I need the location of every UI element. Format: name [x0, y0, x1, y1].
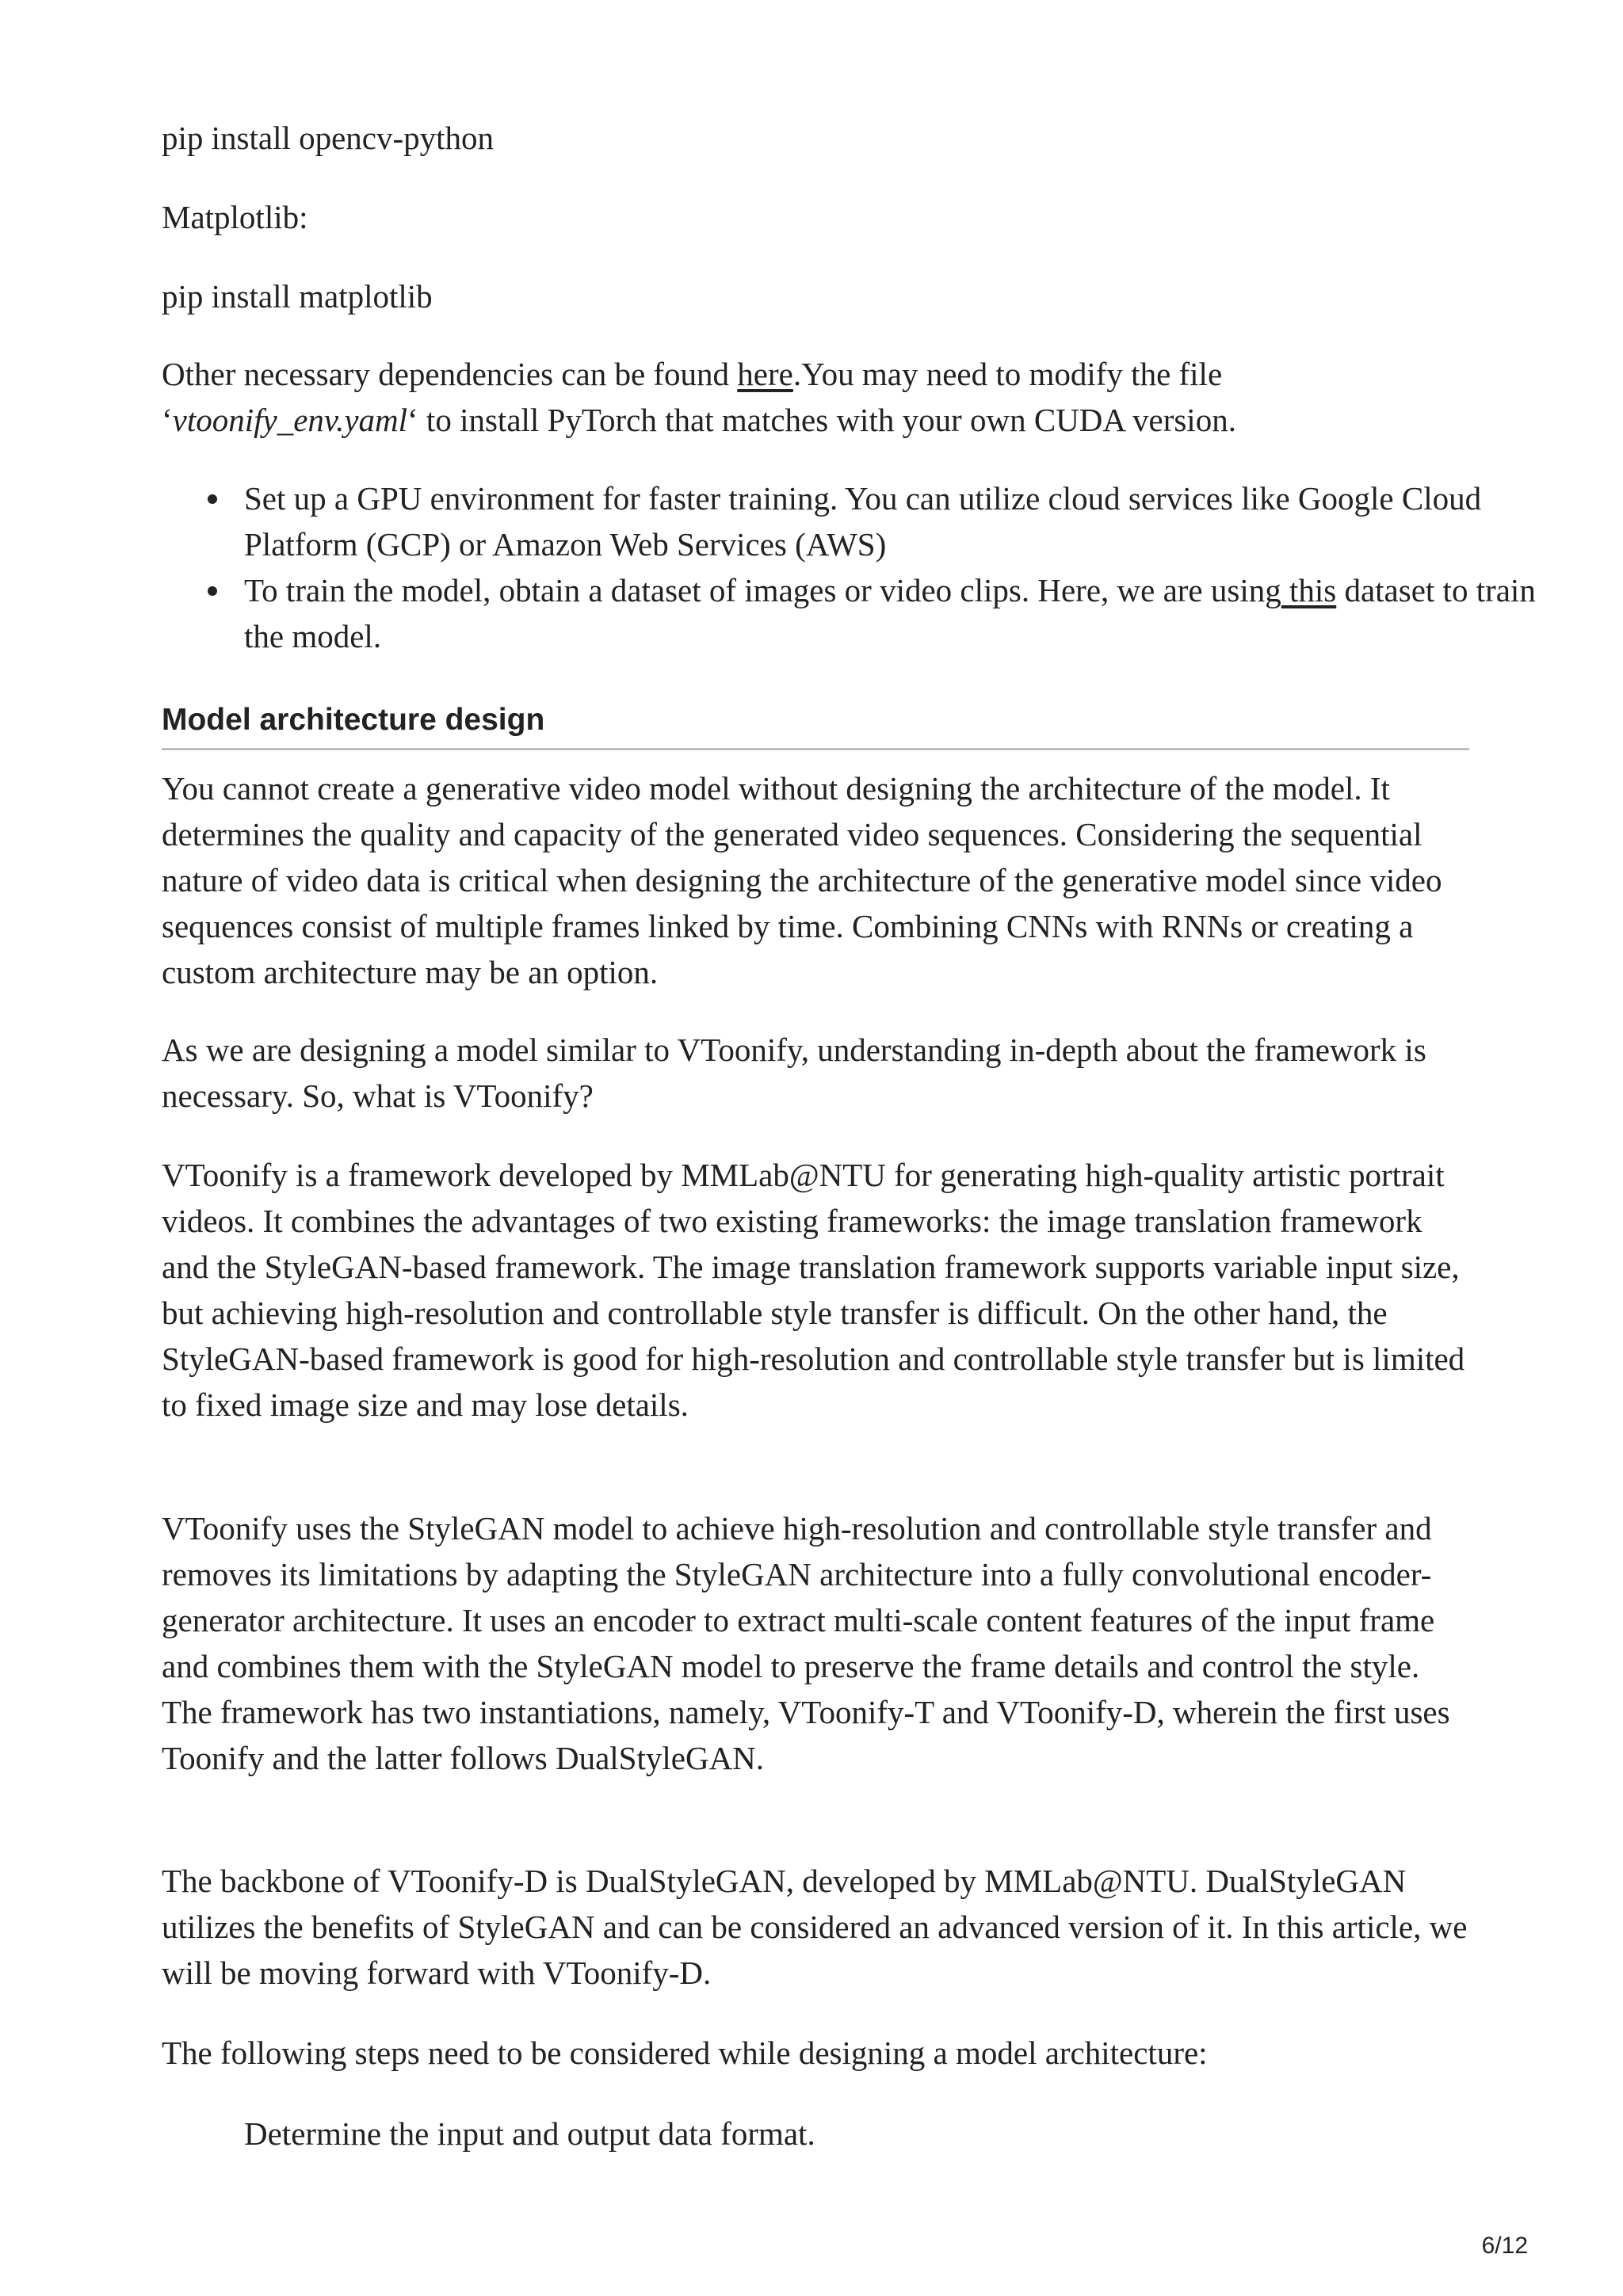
paragraph-architecture-intro: You cannot create a generative video model without designing the architecture of the model. It determines the quality and capacity of the generated video sequences. Considering the sequential nature of video data is critical when designing the architecture of the generative model since video sequences consist of multiple frames linked by time. Combining CNNs with RNNs or creating a custom architecture may be an option.: [162, 770, 1442, 990]
gpu-text: Set up a GPU environment for faster training. You can utilize cloud services like Google Cloud Platform (GCP) or Amazon Web Services (AWS): [244, 480, 1482, 563]
this-dataset-link[interactable]: this: [1281, 572, 1337, 608]
bullet-dot-icon: [208, 586, 217, 596]
paragraph-vtoonify-description: VToonify is a framework developed by MMLab@NTU for generating high-quality artistic portrait videos. It combines the advantages of two existing frameworks: the image translation framework and the StyleGAN-based framework. The image translation framework supports variable input size, but achieving high-resolution and controllable style transfer is difficult. On the other hand, the StyleGAN-based framework is good for high-resolution and controllable style transfer but is limited to fixed image size and may lose details.: [162, 1157, 1465, 1423]
page-number: 6/12: [1481, 2233, 1528, 2259]
dependencies-prefix: Other necessary dependencies can be found: [162, 356, 738, 392]
setup-bullet-list: [162, 475, 1552, 659]
here-link[interactable]: here: [737, 356, 793, 392]
list-item-dataset: [244, 567, 1552, 659]
dataset-prefix: To train the model, obtain a dataset of images or video clips. Here, we are using: [244, 572, 1281, 608]
dependencies-middle: .You may need to modify the file ‘: [162, 356, 1223, 438]
paragraph-design-steps: The following steps need to be considered while designing a model architecture:: [162, 2035, 1208, 2071]
section-heading-model-architecture: Model architecture design: [162, 700, 1469, 750]
list-item-gpu: [244, 475, 1552, 567]
step-input-output-format: Determine the input and output data format.: [244, 2115, 815, 2152]
bullet-dot-icon: [208, 494, 217, 504]
paragraph-vtoonify-stylegan: VToonify uses the StyleGAN model to achieve high-resolution and controllable style transfer and removes its limitations by adapting the StyleGAN architecture into a fully convolutional encoder-generator architecture. It uses an encoder to extract multi-scale content features of the input frame and combines them with the StyleGAN model to preserve the frame details and control the style. The framework has two instantiations, namely, VToonify-T and VToonify-D, wherein the first uses Toonify and the latter follows DualStyleGAN.: [162, 1510, 1450, 1776]
dataset-suffix: dataset to train the model.: [244, 572, 1536, 654]
matplotlib-label: Matplotlib:: [162, 199, 308, 235]
env-filename: vtoonify_env.yaml: [172, 402, 408, 438]
pip-matplotlib-line: pip install matplotlib: [162, 278, 433, 315]
paragraph-what-is-vtoonify: As we are designing a model similar to VToonify, understanding in-depth about the framework is necessary. So, what is VToonify?: [162, 1032, 1426, 1114]
pip-opencv-line: pip install opencv-python: [162, 120, 495, 156]
dependencies-suffix: ‘ to install PyTorch that matches with your own CUDA version.: [407, 402, 1236, 438]
paragraph-dualstylegan: The backbone of VToonify-D is DualStyleGAN, developed by MMLab@NTU. DualStyleGAN utilizes the benefits of StyleGAN and can be considered an advanced version of it. In this article, we will be moving forward with VToonify-D.: [162, 1863, 1468, 1991]
dependencies-paragraph: [162, 351, 1469, 443]
